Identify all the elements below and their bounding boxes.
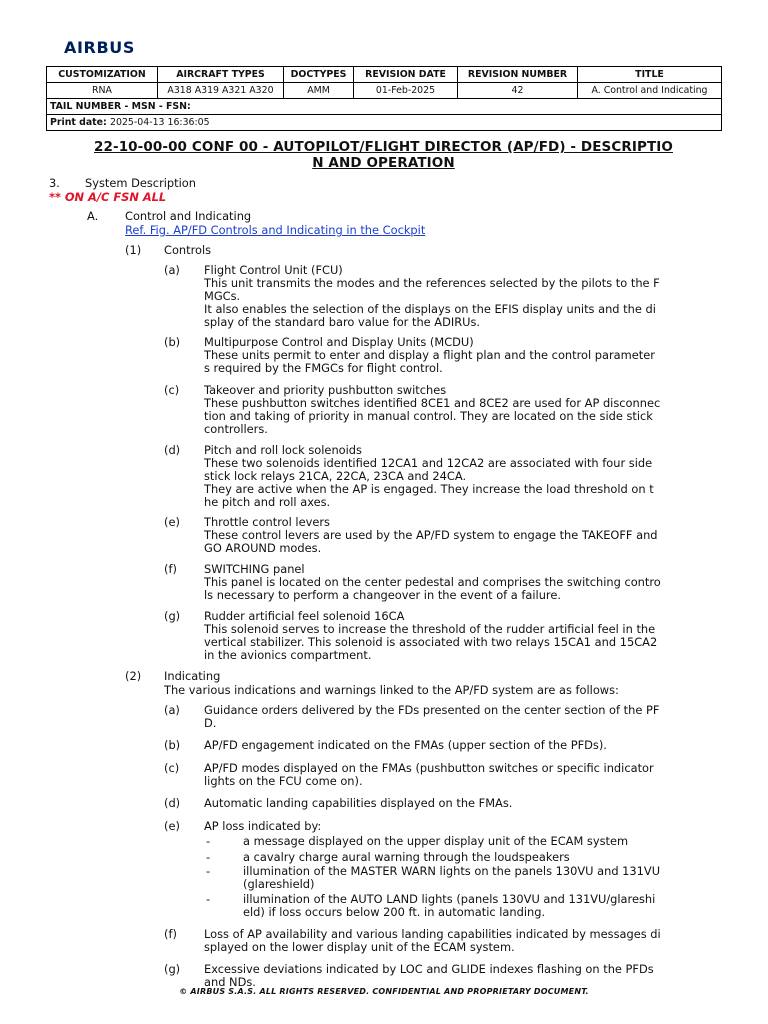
document-title <box>46 139 721 171</box>
ap-loss-bullet-text: illumination of the MASTER WARN lights on the panels 130VU and 131VU <box>243 864 661 878</box>
applicability-note: ** ON A/C FSN ALL <box>49 190 167 204</box>
header-title: TITLE <box>578 67 722 83</box>
indicating-item-text: D. <box>204 716 217 730</box>
controls-item-label: (b) <box>164 335 181 349</box>
bullet-dash: - <box>206 892 211 906</box>
indicating-item-label: (g) <box>164 962 181 976</box>
indicating-item-text: lights on the FCU come on). <box>204 774 363 788</box>
tail-number-row <box>47 99 722 115</box>
indicating-item-label: (f) <box>164 927 177 941</box>
controls-item-text: This unit transmits the modes and the references selected by the pilots to the F <box>204 276 660 290</box>
controls-item-text: he pitch and roll axes. <box>204 495 331 509</box>
value-aircraft-types: A318 A319 A321 A320 <box>158 83 284 99</box>
title-line-2: N AND OPERATION <box>312 155 455 171</box>
controls-item-text: This solenoid serves to increase the threshold of the rudder artificial feel in the <box>204 622 656 636</box>
indicating-heading: Indicating <box>164 669 221 683</box>
indicating-item-text: Automatic landing capabilities displayed on the FMAs. <box>204 796 513 810</box>
controls-item-text: stick lock relays 21CA, 22CA, 23CA and 24CA. <box>204 469 467 483</box>
controls-heading: Controls <box>164 243 212 257</box>
controls-item-label: (g) <box>164 609 181 623</box>
indicating-item-text: AP/FD modes displayed on the FMAs (pushbutton switches or specific indicator <box>204 761 654 775</box>
controls-item-text: splay of the standard baro value for the ADIRUs. <box>204 315 481 329</box>
ap-loss-bullet-text: illumination of the AUTO LAND lights (panels 130VU and 131VU/glareshi <box>243 892 656 906</box>
section-3-title: System Description <box>85 176 196 190</box>
indicating-item-text: AP loss indicated by: <box>204 819 322 833</box>
ref-figure-link[interactable]: Ref. Fig. AP/FD Controls and Indicating in the Cockpit <box>125 223 426 237</box>
section-a-title: Control and Indicating <box>125 209 252 223</box>
section-a-number: A. <box>87 209 99 223</box>
indicating-item-text: splayed on the lower display unit of the ECAM system. <box>204 940 515 954</box>
airbus-logo: AIRBUS <box>64 38 135 57</box>
copyright-footer: © AIRBUS S.A.S. ALL RIGHTS RESERVED. CONFIDENTIAL AND PROPRIETARY DOCUMENT. <box>179 987 589 996</box>
controls-item-text: It also enables the selection of the displays on the EFIS display units and the di <box>204 302 656 316</box>
header-revision-date: REVISION DATE <box>354 67 458 83</box>
controls-item-title: Takeover and priority pushbutton switches <box>204 383 447 397</box>
print-date-row <box>47 115 722 131</box>
controls-item-text: They are active when the AP is engaged. They increase the load threshold on t <box>204 482 654 496</box>
indicating-item-text: AP/FD engagement indicated on the FMAs (upper section of the PFDs). <box>204 738 607 752</box>
indicating-item-label: (d) <box>164 796 181 810</box>
indicating-number: (2) <box>125 669 142 683</box>
indicating-item-text: Excessive deviations indicated by LOC and GLIDE indexes flashing on the PFDs <box>204 962 654 976</box>
metadata-header-row <box>47 67 722 83</box>
ap-loss-bullet-text: eld) if loss occurs below 200 ft. in automatic landing. <box>243 905 546 919</box>
print-date-label: Print date: <box>50 117 107 128</box>
value-customization: RNA <box>47 83 158 99</box>
document-metadata-table <box>46 66 722 131</box>
controls-item-text: These units permit to enter and display a flight plan and the control parameter <box>204 348 655 362</box>
controls-item-text: These two solenoids identified 12CA1 and 12CA2 are associated with four side <box>204 456 653 470</box>
controls-item-text: MGCs. <box>204 289 241 303</box>
indicating-item-text: Loss of AP availability and various landing capabilities indicated by messages di <box>204 927 661 941</box>
controls-item-label: (d) <box>164 443 181 457</box>
controls-item-text: These pushbutton switches identified 8CE1 and 8CE2 are used for AP disconnec <box>204 396 661 410</box>
metadata-value-row <box>47 83 722 99</box>
controls-item-text: s required by the FMGCs for flight control. <box>204 361 443 375</box>
indicating-item-text: Guidance orders delivered by the FDs presented on the center section of the PF <box>204 703 660 717</box>
indicating-item-label: (b) <box>164 738 181 752</box>
bullet-dash: - <box>206 864 211 878</box>
controls-item-label: (a) <box>164 263 180 277</box>
ap-loss-bullet-text: (glareshield) <box>243 877 315 891</box>
controls-item-text: ls necessary to perform a changeover in the event of a failure. <box>204 588 561 602</box>
controls-item-title: Multipurpose Control and Display Units (MCDU) <box>204 335 474 349</box>
header-revision-number: REVISION NUMBER <box>458 67 578 83</box>
indicating-item-text: and NDs. <box>204 975 256 989</box>
controls-item-text: tion and taking of priority in manual control. They are located on the side stick <box>204 409 653 423</box>
controls-item-text: vertical stabilizer. This solenoid is associated with two relays 15CA1 and 15CA2 <box>204 635 658 649</box>
controls-item-title: Pitch and roll lock solenoids <box>204 443 362 457</box>
ap-loss-bullet-text: a cavalry charge aural warning through the loudspeakers <box>243 850 570 864</box>
ap-loss-bullet-text: a message displayed on the upper display unit of the ECAM system <box>243 834 629 848</box>
tail-number-label: TAIL NUMBER - MSN - FSN: <box>47 99 722 115</box>
bullet-dash: - <box>206 834 211 848</box>
indicating-item-label: (e) <box>164 819 180 833</box>
controls-item-title: SWITCHING panel <box>204 562 305 576</box>
section-3-number: 3. <box>49 176 60 190</box>
controls-item-text: controllers. <box>204 422 268 436</box>
header-aircraft-types: AIRCRAFT TYPES <box>158 67 284 83</box>
indicating-item-label: (a) <box>164 703 180 717</box>
print-date-value: 2025-04-13 16:36:05 <box>110 117 210 128</box>
controls-item-text: This panel is located on the center pedestal and comprises the switching contro <box>204 575 661 589</box>
controls-item-label: (f) <box>164 562 177 576</box>
controls-item-text: GO AROUND modes. <box>204 541 322 555</box>
indicating-intro: The various indications and warnings linked to the AP/FD system are as follows: <box>164 683 619 697</box>
value-title: A. Control and Indicating <box>578 83 722 99</box>
controls-item-text: These control levers are used by the AP/FD system to engage the TAKEOFF and <box>204 528 658 542</box>
print-date-cell <box>47 115 722 131</box>
controls-item-title: Throttle control levers <box>204 515 330 529</box>
title-line-1: 22-10-00-00 CONF 00 - AUTOPILOT/FLIGHT DIRECTOR (AP/FD) - DESCRIPTIO <box>94 139 673 155</box>
controls-number: (1) <box>125 243 142 257</box>
bullet-dash: - <box>206 850 211 864</box>
controls-item-title: Flight Control Unit (FCU) <box>204 263 343 277</box>
controls-item-label: (e) <box>164 515 180 529</box>
value-doctypes: AMM <box>284 83 354 99</box>
value-revision-date: 01-Feb-2025 <box>354 83 458 99</box>
header-doctypes: DOCTYPES <box>284 67 354 83</box>
value-revision-number: 42 <box>458 83 578 99</box>
controls-item-title: Rudder artificial feel solenoid 16CA <box>204 609 405 623</box>
header-customization: CUSTOMIZATION <box>47 67 158 83</box>
controls-item-text: in the avionics compartment. <box>204 648 372 662</box>
controls-item-label: (c) <box>164 383 180 397</box>
indicating-item-label: (c) <box>164 761 180 775</box>
